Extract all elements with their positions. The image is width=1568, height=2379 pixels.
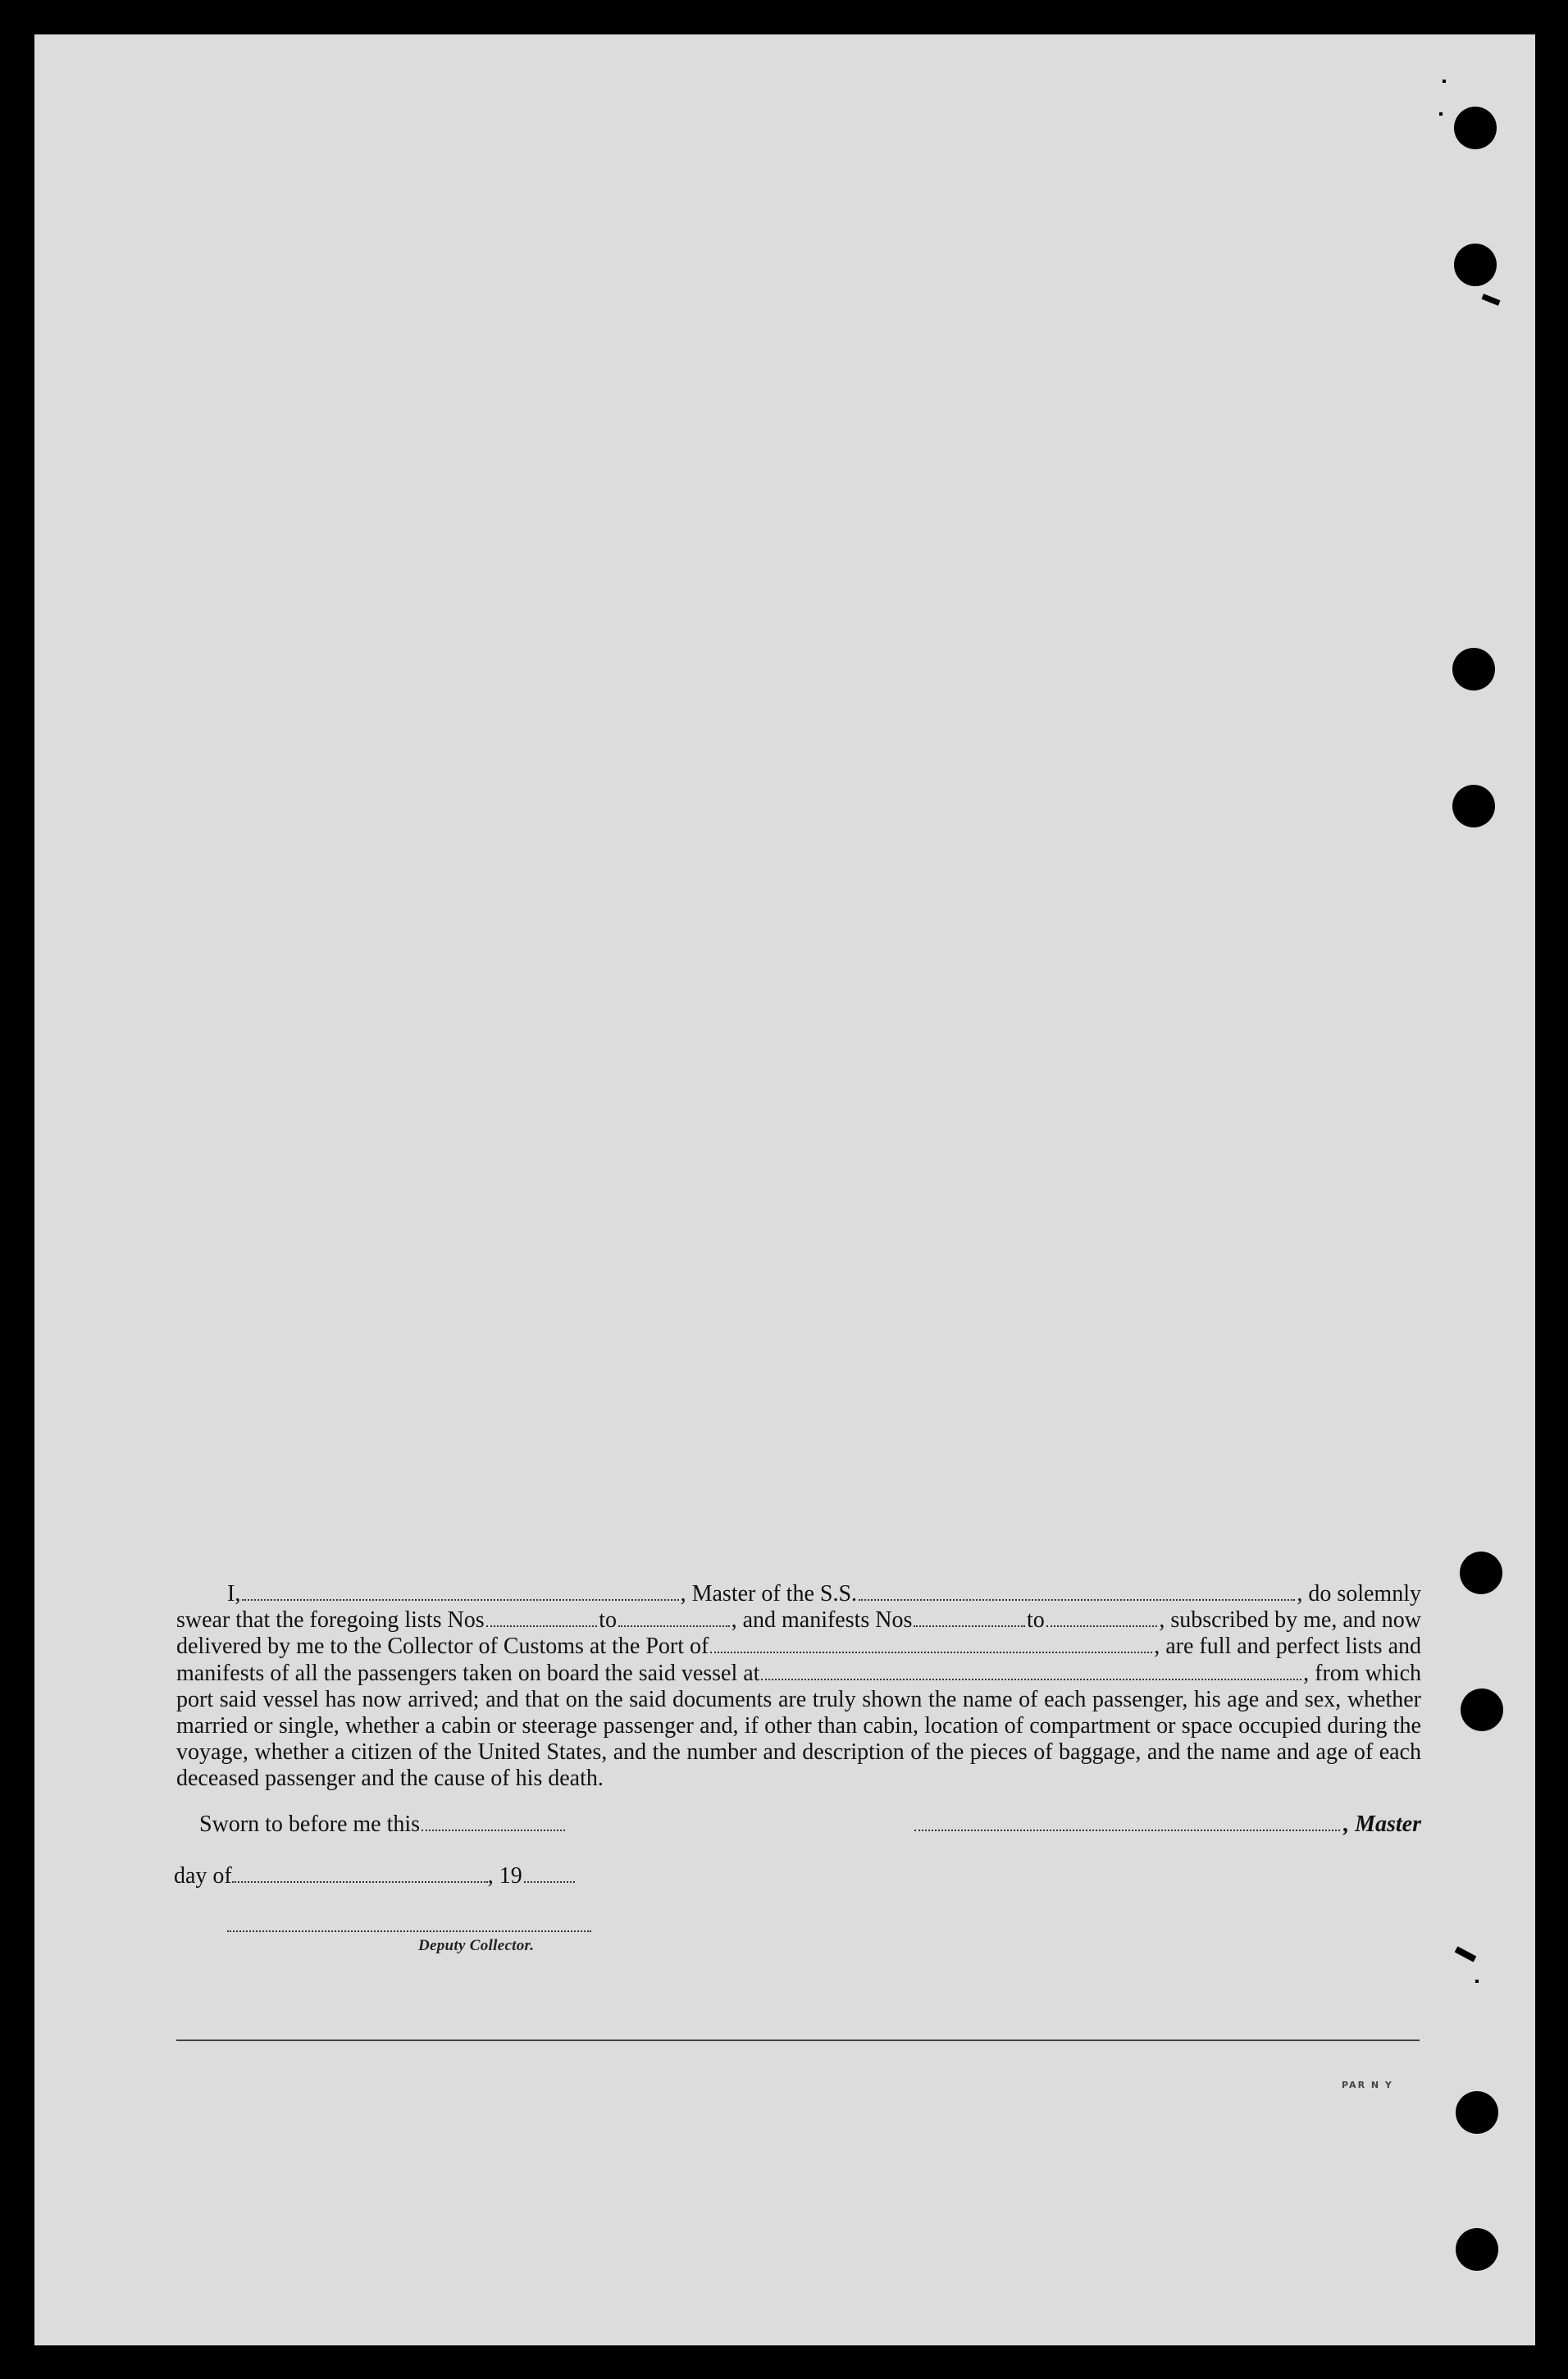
punch-hole [1452, 648, 1495, 690]
oath-line-3 [176, 1634, 1421, 1660]
blank-manifest-from[interactable] [914, 1609, 1025, 1627]
oath-body-text: port said vessel has now arrived; and that on the said documents are truly shown the name of each passenger, his age and sex, whether married or single, whether a cabin or steerage passenger and, if other than cabin, location of compartment or space occupied during the voyage, whether a citizen of the United States, and the number and description of the pieces of baggage, and the name and age of each deceased passenger and the cause of his death. [176, 1686, 1421, 1792]
punch-hole [1454, 244, 1497, 286]
speck [1481, 294, 1500, 306]
oath-line-1 [176, 1581, 1421, 1607]
day-of-label: day of [174, 1863, 232, 1889]
oath-text: , are full and perfect lists and [1154, 1634, 1421, 1660]
punch-hole [1460, 1552, 1502, 1594]
oath-paragraph [176, 1581, 1421, 1793]
master-signature-line [914, 1812, 1421, 1838]
punch-hole [1452, 785, 1495, 827]
oath-text: swear that the foregoing lists Nos [176, 1607, 485, 1634]
punch-hole [1456, 2228, 1498, 2271]
blank-month[interactable] [232, 1865, 488, 1883]
master-label: , Master [1343, 1812, 1421, 1837]
day-of-line [174, 1863, 575, 1889]
oath-text: to [599, 1607, 617, 1634]
sworn-label: Sworn to before me this [199, 1812, 421, 1837]
oath-text: , do solemnly [1297, 1581, 1421, 1607]
blank-vessel-name[interactable] [859, 1583, 1295, 1601]
oath-text: manifests of all the passengers taken on board the said vessel at [176, 1660, 760, 1686]
punch-hole [1456, 2091, 1498, 2134]
oath-line-2 [176, 1607, 1421, 1634]
blank-master-name[interactable] [242, 1583, 678, 1601]
oath-text: , from which [1303, 1660, 1421, 1686]
speck [1439, 112, 1443, 116]
punch-hole [1454, 107, 1497, 149]
blank-departure-port[interactable] [761, 1662, 1301, 1680]
oath-line-4 [176, 1661, 1421, 1687]
blank-list-from[interactable] [486, 1609, 598, 1627]
oath-text: , and manifests Nos [731, 1607, 913, 1634]
oath-text: , Master of the S.S. [680, 1581, 858, 1607]
oath-text: to [1027, 1607, 1045, 1634]
oath-text: I, [227, 1581, 241, 1607]
deputy-label: Deputy Collector. [418, 1937, 535, 1954]
blank-manifest-to[interactable] [1046, 1609, 1158, 1627]
blank-master-signature[interactable] [914, 1813, 1340, 1831]
blank-port[interactable] [710, 1635, 1152, 1653]
blank-sworn-day[interactable] [422, 1813, 565, 1831]
blank-year[interactable] [524, 1865, 575, 1883]
deputy-signature-line[interactable] [227, 1930, 591, 1932]
oath-text: , subscribed by me, and now [1159, 1607, 1421, 1634]
printer-mark: PAR N Y [1342, 2080, 1393, 2090]
blank-list-to[interactable] [618, 1609, 730, 1627]
year-label: , 19 [487, 1863, 522, 1889]
oath-text: delivered by me to the Collector of Customs at the Port of [176, 1634, 709, 1660]
speck [1475, 1980, 1479, 1983]
document-page [34, 34, 1535, 2345]
speck [1443, 80, 1446, 83]
horizontal-rule [176, 2039, 1420, 2041]
punch-hole [1461, 1689, 1503, 1731]
speck [1455, 1946, 1477, 1962]
sworn-line [199, 1812, 565, 1838]
